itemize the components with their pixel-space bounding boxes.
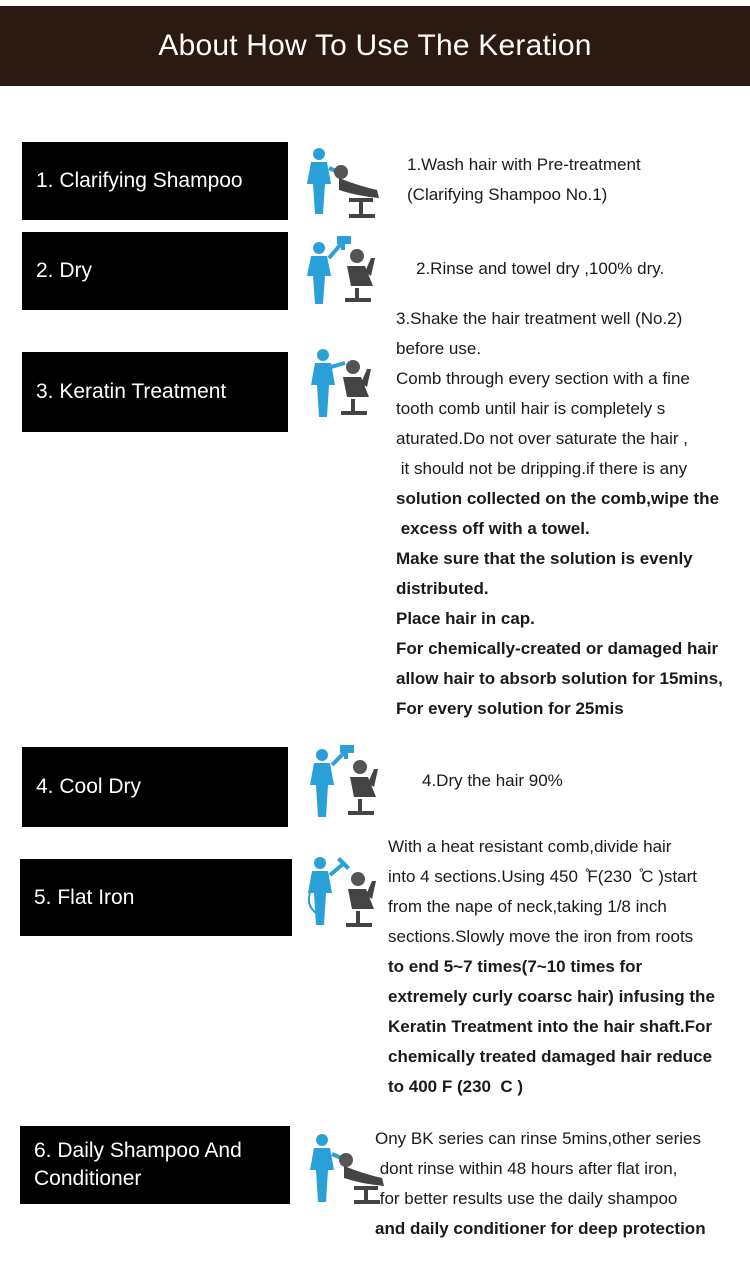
step-5-line: to end 5~7 times(7~10 times for	[388, 957, 643, 976]
step-2-label	[22, 232, 288, 310]
step-6-line: and daily conditioner for deep protection	[375, 1219, 706, 1238]
step-3-line: distributed.	[396, 579, 489, 598]
step-3-label-text: 3. Keratin Treatment	[36, 380, 227, 403]
step-3-line: solution collected on the comb,wipe the	[396, 489, 720, 508]
step-3-line: For every solution for 25mis	[396, 699, 624, 718]
page-title: About How To Use The Keration	[0, 6, 750, 86]
step-5-line: from the nape of neck,taking 1/8 inch	[388, 897, 667, 916]
step-3-line: before use.	[396, 339, 482, 358]
step-3-line: aturated.Do not over saturate the hair ,	[396, 429, 689, 448]
cool-dry-icon	[308, 743, 388, 823]
step-1-label	[22, 142, 288, 220]
shampoo-wash-icon	[305, 142, 385, 222]
blow-dry-icon	[305, 228, 385, 308]
step-4-label-text: 4. Cool Dry	[36, 775, 142, 798]
step-5-label	[20, 859, 292, 936]
step-4-line: 4.Dry the hair 90%	[422, 771, 563, 790]
step-6-label	[20, 1126, 290, 1204]
step-3-line: Make sure that the solution is evenly	[396, 549, 693, 568]
step-2-text	[416, 254, 664, 284]
step-3-line: allow hair to absorb solution for 15mins,	[396, 669, 723, 688]
step-6-line: dont rinse within 48 hours after flat iron,	[375, 1159, 678, 1178]
step-5-line: extremely curly coarsc hair) infusing the	[388, 987, 715, 1006]
step-5-line: to 400 F (230 C )	[388, 1077, 524, 1096]
step-6-label-line: 6. Daily Shampoo And	[34, 1139, 242, 1162]
step-2-line: 2.Rinse and towel dry ,100% dry.	[416, 259, 665, 278]
step-6-line: Ony BK series can rinse 5mins,other series	[375, 1129, 701, 1148]
step-3-line: For chemically-created or damaged hair	[396, 639, 719, 658]
step-3-line: tooth comb until hair is completely s	[396, 399, 666, 418]
step-6-label-text	[34, 1137, 242, 1193]
step-1-line: (Clarifying Shampoo No.1)	[407, 185, 608, 204]
step-6-line: for better results use the daily shampoo	[375, 1189, 678, 1208]
step-1-text	[407, 150, 641, 210]
step-5-line: into 4 sections.Using 450 ̊F(230 ̊C )start	[388, 867, 697, 886]
step-4-label	[22, 747, 288, 827]
step-3-line: Place hair in cap.	[396, 609, 535, 628]
step-3-text	[396, 304, 723, 724]
comb-treatment-icon	[307, 345, 387, 425]
step-6-text	[375, 1124, 706, 1244]
step-1-line: 1.Wash hair with Pre-treatment	[407, 155, 641, 174]
step-3-line: Comb through every section with a fine	[396, 369, 690, 388]
step-5-label-text: 5. Flat Iron	[34, 885, 135, 909]
step-1-label-text: 1. Clarifying Shampoo	[36, 169, 243, 192]
step-3-line: 3.Shake the hair treatment well (No.2)	[396, 309, 683, 328]
flat-iron-icon	[306, 853, 386, 933]
step-2-label-text: 2. Dry	[36, 259, 93, 282]
step-5-line: chemically treated damaged hair reduce	[388, 1047, 713, 1066]
step-5-line: Keratin Treatment into the hair shaft.For	[388, 1017, 712, 1036]
step-6-label-line: Conditioner	[34, 1167, 142, 1190]
step-3-line: it should not be dripping.if there is any	[396, 459, 688, 478]
step-4-text	[422, 766, 563, 796]
step-3-line: excess off with a towel.	[396, 519, 590, 538]
step-5-line: With a heat resistant comb,divide hair	[388, 837, 672, 856]
step-3-label	[22, 352, 288, 432]
step-5-line: sections.Slowly move the iron from roots	[388, 927, 694, 946]
step-5-text	[388, 832, 715, 1102]
